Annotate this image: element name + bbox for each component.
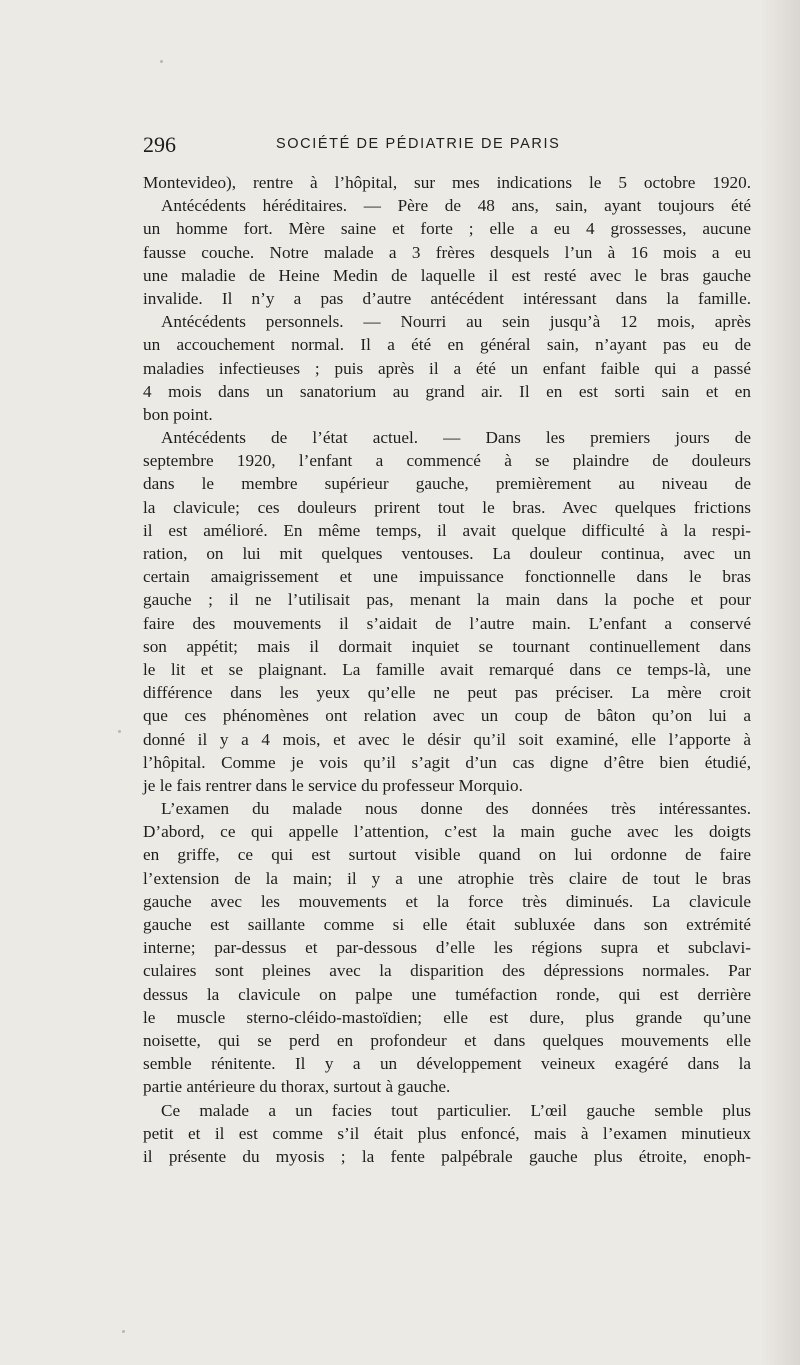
text-line: dessus la clavicule on palpe une tuméfaction ronde, qui est derrière [143,984,751,1004]
text-line: culaires sont pleines avec la disparition des dépressions normales. Par [143,961,751,981]
text-line: gauche avec les mouvements et la force très diminués. La clavicule [143,891,751,911]
text-line: interne; par-dessus et par-dessous d’elle les régions supra et subclavi- [143,938,751,958]
text-line: dans le membre supérieur gauche, premièrement au niveau de [143,474,751,494]
text-line: certain amaigrissement et une impuissance fonctionnelle dans le bras [143,567,751,587]
text-line: ration, on lui mit quelques ventouses. La douleur continua, avec un [143,544,751,563]
text-line: différence dans les yeux qu’elle ne peut pas préciser. La mère croit [143,683,751,703]
text-line: l’extension de la main; il y a une atrophie très claire de tout le bras [143,868,751,888]
text-line: une maladie de Heine Medin de laquelle il est resté avec le bras gauche [143,265,751,285]
page-gutter-shadow [760,0,800,1365]
text-line: gauche est saillante comme si elle était subluxée dans son extrémité [143,915,751,934]
running-title: SOCIÉTÉ DE PÉDIATRIE DE PARIS [276,136,561,152]
body-text [143,171,751,1168]
text-line: Ce malade a un facies tout particulier. L’œil gauche semble plus [161,1100,751,1120]
scan-speck [122,1330,125,1333]
text-line: l’hôpital. Comme je vois qu’il s’agit d’un cas digne d’être bien étudié, [143,752,751,772]
text-line: faire des mouvements il s’aidait de l’autre main. L’enfant a conservé [143,613,751,633]
text-line: invalide. Il n’y a pas d’autre antécédent intéressant dans la famille. [143,288,751,308]
text-line: L’examen du malade nous donne des données très intéressantes. [161,799,751,819]
page-number: 296 [143,132,176,157]
text-line: la clavicule; ces douleurs prirent tout le bras. Avec quelques frictions [143,497,751,517]
text-line: en griffe, ce qui est surtout visible quand on lui ordonne de faire [143,845,751,865]
text-line: Antécédents de l’état actuel. — Dans les premiers jours de [161,428,751,448]
text-line: 4 mois dans un sanatorium au grand air. Il en est sorti sain et en [143,381,751,401]
text-line: son appétit; mais il dormait inquiet se tournant continuellement dans [143,636,751,656]
text-line: D’abord, ce qui appelle l’attention, c’est la main guche avec les doigts [143,822,751,842]
text-line: septembre 1920, l’enfant a commencé à se plaindre de douleurs [143,451,751,471]
scan-speck [118,730,121,733]
page-header [143,132,751,158]
text-line: il présente du myosis ; la fente palpébrale gauche plus étroite, enoph- [143,1146,751,1166]
text-line: il est amélioré. En même temps, il avait quelque difficulté à la respi- [143,520,751,540]
text-line: un accouchement normal. Il a été en général sain, n’ayant pas eu de [143,335,751,355]
text-line: partie antérieure du thorax, surtout à gauche. [143,1077,451,1097]
text-line: petit et il est comme s’il était plus enfoncé, mais à l’examen minutieux [143,1123,751,1143]
text-line: donné il y a 4 mois, et avec le désir qu’il soit examiné, elle l’apporte à [143,729,751,749]
text-line: Antécédents héréditaires. — Père de 48 ans, sain, ayant toujours été [161,196,751,216]
text-line: semble rénitente. Il y a un développement veineux exagéré dans la [143,1054,751,1074]
text-line: gauche ; il ne l’utilisait pas, menant la main dans la poche et pour [143,590,751,610]
text-line: que ces phénomènes ont relation avec un coup de bâton qu’on lui a [143,706,751,726]
text-line: noisette, qui se perd en profondeur et dans quelques mouvements elle [143,1030,751,1050]
text-line: bon point. [143,404,213,424]
text-line: maladies infectieuses ; puis après il a été un enfant faible qui a passé [143,358,751,378]
text-line: Antécédents personnels. — Nourri au sein jusqu’à 12 mois, après [161,312,751,332]
text-line: le lit et se plaignant. La famille avait remarqué dans ce temps-là, une [143,659,751,679]
scan-speck [160,60,163,63]
text-line: le muscle sterno-cléido-mastoïdien; elle est dure, plus grande qu’une [143,1007,751,1027]
text-line: fausse couche. Notre malade a 3 frères desquels l’un à 16 mois a eu [143,242,751,262]
text-line: Montevideo), rentre à l’hôpital, sur mes indications le 5 octobre 1920. [143,173,751,192]
text-line: un homme fort. Mère saine et forte ; elle a eu 4 grossesses, aucune [143,219,751,239]
text-line: je le fais rentrer dans le service du professeur Morquio. [143,775,523,795]
